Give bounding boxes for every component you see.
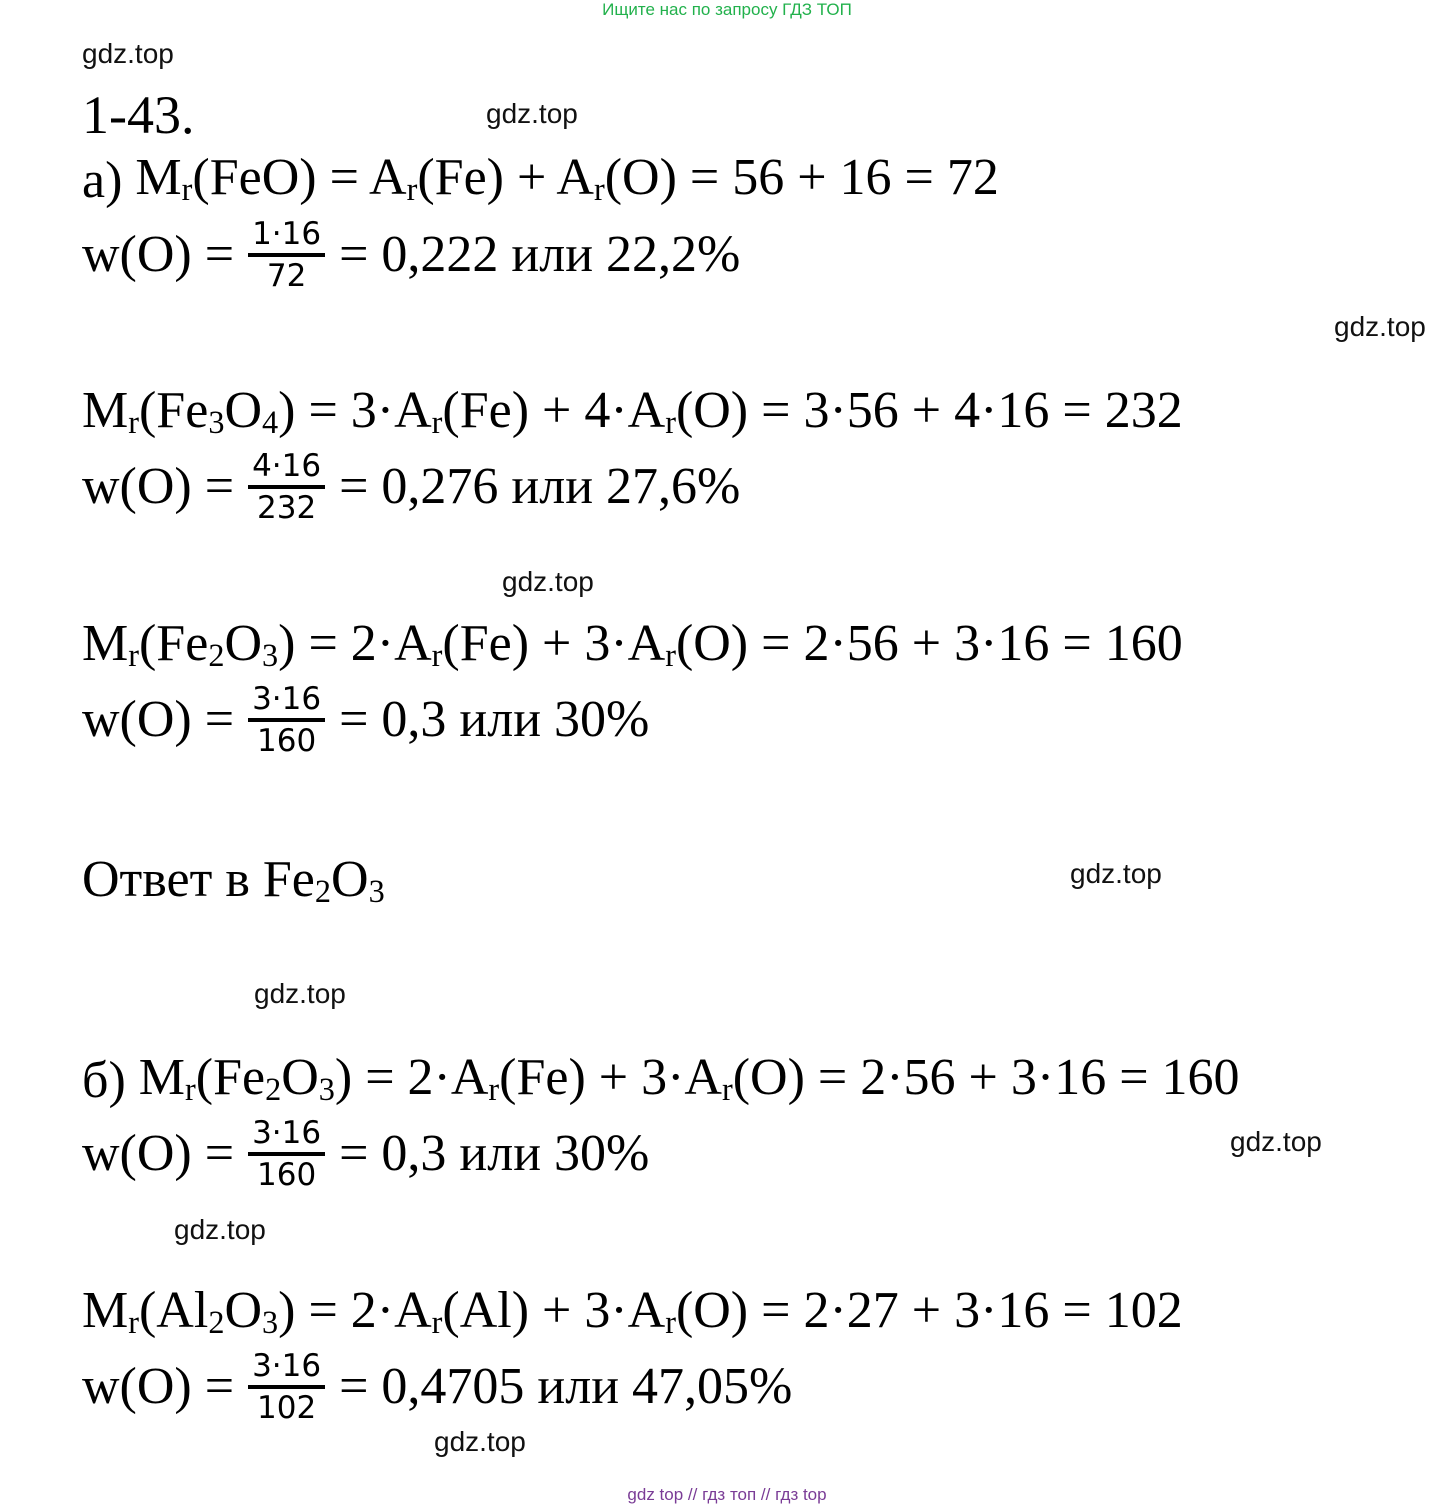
fraction	[248, 216, 325, 294]
watermark: gdz.top	[1070, 858, 1162, 889]
equation-mass-fraction	[82, 448, 740, 526]
denominator: 72	[266, 258, 307, 294]
equation-molar-mass-fe2o3	[82, 616, 1183, 677]
formula-text: $M_r(Fe_2O_3) = 2\cdot A_r(Fe) + 3\cdot A_r(O) = 2\cdot 56 + 3\cdot 16 = 160$	[138, 1049, 1240, 1107]
equation-mass-fraction	[82, 681, 649, 759]
fraction	[248, 448, 325, 526]
equation-molar-mass-fe2o3	[82, 1050, 1240, 1111]
watermark: gdz.top	[434, 1426, 526, 1457]
formula-text: $M_r(Al_2O_3) = 2\cdot A_r(Al) + 3\cdot A_r(O) = 2\cdot 27 + 3\cdot 16 = 102$	[82, 1282, 1183, 1340]
watermark: gdz.top	[82, 38, 174, 69]
result-text: = 0,4705 или 47,05%	[339, 1358, 793, 1415]
bottom-banner: gdz top // гдз топ // гдз top	[627, 1485, 827, 1504]
numerator: 3·16	[252, 681, 322, 717]
w-label: w(O) =	[82, 226, 235, 283]
top-banner: Ищите нас по запросу ГДЗ ТОП	[602, 0, 852, 19]
equation-mass-fraction	[82, 1115, 649, 1193]
w-label: w(O) =	[82, 1125, 235, 1182]
part-a-label: а)	[82, 151, 123, 209]
denominator: 160	[257, 723, 317, 759]
denominator: 160	[257, 1157, 317, 1193]
formula-text: $M_r(Fe_2O_3) = 2\cdot A_r(Fe) + 3\cdot A_r(O) = 2\cdot 56 + 3\cdot 16 = 160$	[82, 615, 1183, 673]
equation-mass-fraction	[82, 1348, 792, 1426]
fraction-bar	[248, 253, 325, 257]
fraction-bar	[248, 485, 325, 489]
formula-text: $M_r(Fe_3O_4) = 3\cdot A_r(Fe) + 4\cdot A_r(O) = 3\cdot 56 + 4\cdot 16 = 232$	[82, 382, 1183, 440]
equation-mass-fraction	[82, 216, 740, 294]
fraction-bar	[248, 1152, 325, 1156]
numerator: 3·16	[252, 1115, 322, 1151]
watermark: gdz.top	[174, 1214, 266, 1245]
denominator: 232	[257, 490, 317, 526]
watermark: gdz.top	[1230, 1126, 1322, 1157]
watermark: gdz.top	[486, 98, 578, 129]
w-label: w(O) =	[82, 458, 235, 515]
denominator: 102	[257, 1390, 317, 1426]
equation-molar-mass-al2o3	[82, 1283, 1183, 1344]
answer-text: Ответ в $Fe_2O_3$	[82, 851, 385, 909]
watermark: gdz.top	[1334, 311, 1426, 342]
equation-molar-mass-feo	[82, 150, 999, 211]
fraction-bar	[248, 718, 325, 722]
numerator: 4·16	[252, 448, 322, 484]
result-text: = 0,222 или 22,2%	[339, 226, 741, 283]
fraction	[248, 681, 325, 759]
watermark: gdz.top	[502, 566, 594, 597]
w-label: w(O) =	[82, 691, 235, 748]
fraction	[248, 1348, 325, 1426]
result-text: = 0,276 или 27,6%	[339, 458, 741, 515]
problem-number: 1-43.	[82, 85, 195, 145]
numerator: 1·16	[252, 216, 322, 252]
watermark: gdz.top	[254, 978, 346, 1009]
numerator: 3·16	[252, 1348, 322, 1384]
answer-line	[82, 852, 385, 913]
result-text: = 0,3 или 30%	[339, 691, 650, 748]
equation-molar-mass-fe3o4	[82, 383, 1183, 444]
fraction-bar	[248, 1385, 325, 1389]
fraction	[248, 1115, 325, 1193]
result-text: = 0,3 или 30%	[339, 1125, 650, 1182]
part-b-label: б)	[82, 1051, 126, 1109]
w-label: w(O) =	[82, 1358, 235, 1415]
formula-text: $M_r(FeO) = A_r(Fe) + A_r(O) = 56 + 16 = 72$	[135, 149, 999, 207]
